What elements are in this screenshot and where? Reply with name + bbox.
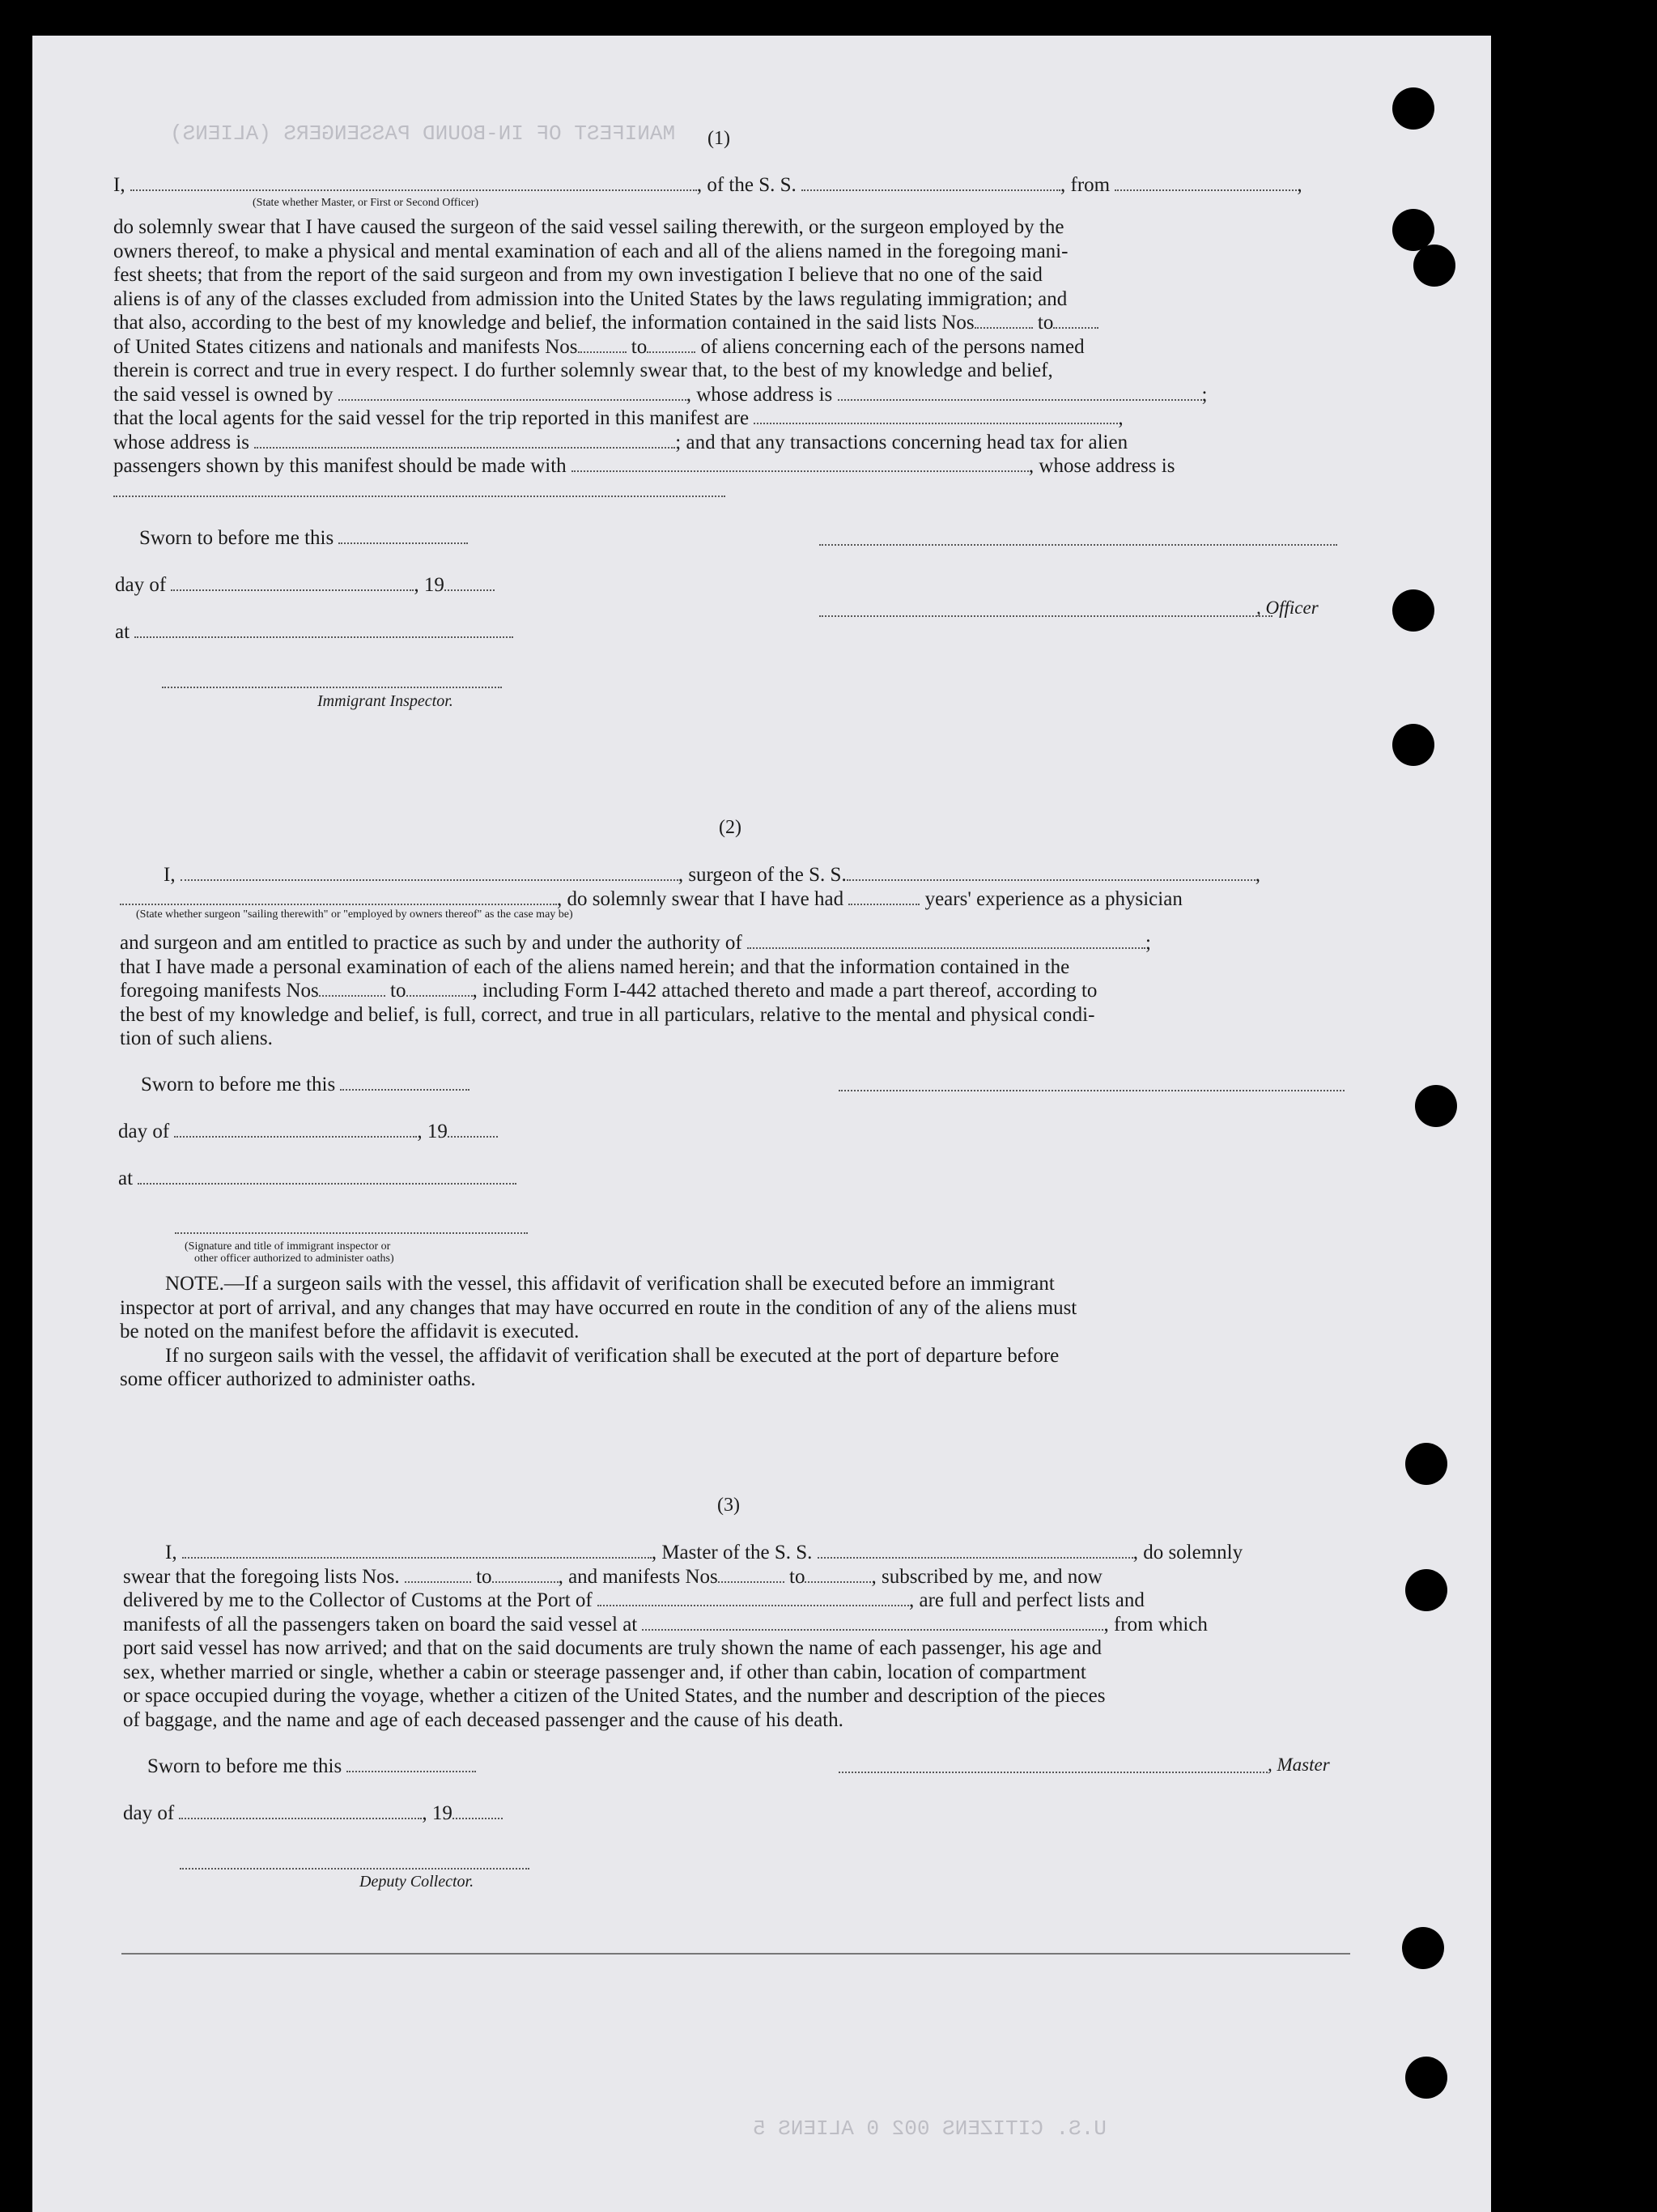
section2-body: I, , surgeon of the S. S. , , do solemnly swear that I have had years' experience as a physician (120, 863, 1345, 911)
section1-sworn-label: Sworn to before me this (139, 527, 468, 550)
binder-hole (1405, 1443, 1447, 1485)
section1-number: (1) (707, 128, 730, 149)
section1-body: I, , of the S. S. , from , (113, 174, 1302, 196)
section2-inspector-signature (175, 1232, 528, 1234)
binder-hole (1392, 589, 1434, 632)
section1-paragraph: do solemnly swear that I have caused the surgeon of the said vessel sailing therewith, or the surgeon employed by the owners thereof, to make a physical and mental examination of each and all of the aliens named in the foregoing mani- fest sheets; that from the report of the said surgeon and from my own investigation I believe that no one of the said aliens is of any of the classes excluded from admission into the United States by the laws regulating immigration; and that also, according to the best of my knowledge and belief, the information contained in the said lists Nos to of United States citizens and nationals and manifests Nos to of aliens concerning each of the persons named therein is correct and true in every respect. I do further solemnly swear that, to the best of my knowledge and belief, the said vessel is owned by , whose address is ; that the local agents for the said vessel for the trip reported in this manifest are , whose address is ; and that any transactions concerning head tax for alien passengers shown by this manifest should be made with , whose address is (113, 216, 1208, 477)
section3-collector-label: Deputy Collector. (359, 1873, 474, 1891)
section3-collector-signature (180, 1868, 529, 1870)
section2-sig-note-1: (Signature and title of immigrant inspector or (185, 1240, 391, 1253)
section2-sworn-label: Sworn to before me this (141, 1074, 469, 1096)
section1-officer-signature (819, 615, 1272, 617)
section2-number: (2) (719, 817, 741, 838)
section1-under-note: (State whether Master, or First or Second Officer) (253, 197, 479, 209)
section2-at-label: at (118, 1168, 516, 1190)
section3-body: I, , Master of the S. S. , do solemnly swear that the foregoing lists Nos. to , and manifests Nos to , subscribed by me, and now delivered by me to the Collector of Customs at the Port of , are full and perfect lists and manifests of all the passengers taken on board the said vessel at , from which port said vessel has now arrived; and that on the said documents are truly shown the name of each passenger, his age and sex, whether married or single, whether a cabin or steerage passenger and, if other than cabin, location of compartment or space occupied during the voyage, whether a citizen of the United States, and the number and description of the pieces of baggage, and the name and age of each deceased passenger and the cause of his death. (123, 1542, 1243, 1731)
section2-note: NOTE.—If a surgeon sails with the vessel, this affidavit of verification shall be executed before an immigrant inspector at port of arrival, and any changes that may have occurred en route in the condition of any of the aliens must be noted on the manifest before the affidavit is executed. If no surgeon sails with the vessel, the affidavit of verification shall be executed at the port of departure before some officer authorized to administer oaths. (120, 1273, 1077, 1390)
ghost-header: MANIFEST OF IN-BOUND PASSENGERS (ALIENS) (170, 121, 676, 146)
section1-day-label: day of , 19 (115, 574, 495, 597)
binder-hole (1413, 245, 1455, 287)
section3-master-label: , Master (1268, 1755, 1330, 1775)
section1-at-label: at (115, 621, 513, 644)
section3-number: (3) (717, 1495, 740, 1516)
section1-officer-label: , Officer (1256, 598, 1319, 618)
section1-officer-top-line (819, 544, 1337, 546)
section2-sig-note-2: other officer authorized to administer oaths) (194, 1253, 394, 1265)
binder-hole (1405, 2057, 1447, 2099)
binder-hole (1415, 1085, 1457, 1127)
section2-paragraph: and surgeon and am entitled to practice as such by and under the authority of ; that I have made a personal examination of each of the aliens named herein; and that the information contained in the foregoing manifests Nos to , including Form I-442 attached thereto and made a part thereof, according to the best of my knowledge and belief, is full, correct, and true in all particulars, relative to the mental and physical condi- tion of such aliens. (120, 932, 1151, 1049)
binder-hole (1402, 1927, 1444, 1969)
section1-inspector-signature (162, 687, 502, 688)
ghost-footer: U.S. CITIZENS 002 0 ALIENS 5 (753, 2116, 1107, 2141)
binder-hole (1392, 87, 1434, 130)
section2-signature-right (839, 1090, 1345, 1091)
bottom-rule (121, 1953, 1350, 1955)
section3-master-signature (839, 1772, 1268, 1773)
section3-sworn-label: Sworn to before me this (147, 1755, 476, 1778)
section2-day-label: day of , 19 (118, 1121, 498, 1143)
binder-hole (1405, 1569, 1447, 1611)
section1-continuation-line (113, 496, 725, 497)
section2-under-note: (State whether surgeon "sailing therewith" or "employed by owners thereof" as the case may be) (136, 908, 573, 921)
section3-day-label: day of , 19 (123, 1802, 503, 1825)
section1-inspector-label: Immigrant Inspector. (317, 692, 453, 710)
binder-hole (1392, 724, 1434, 766)
